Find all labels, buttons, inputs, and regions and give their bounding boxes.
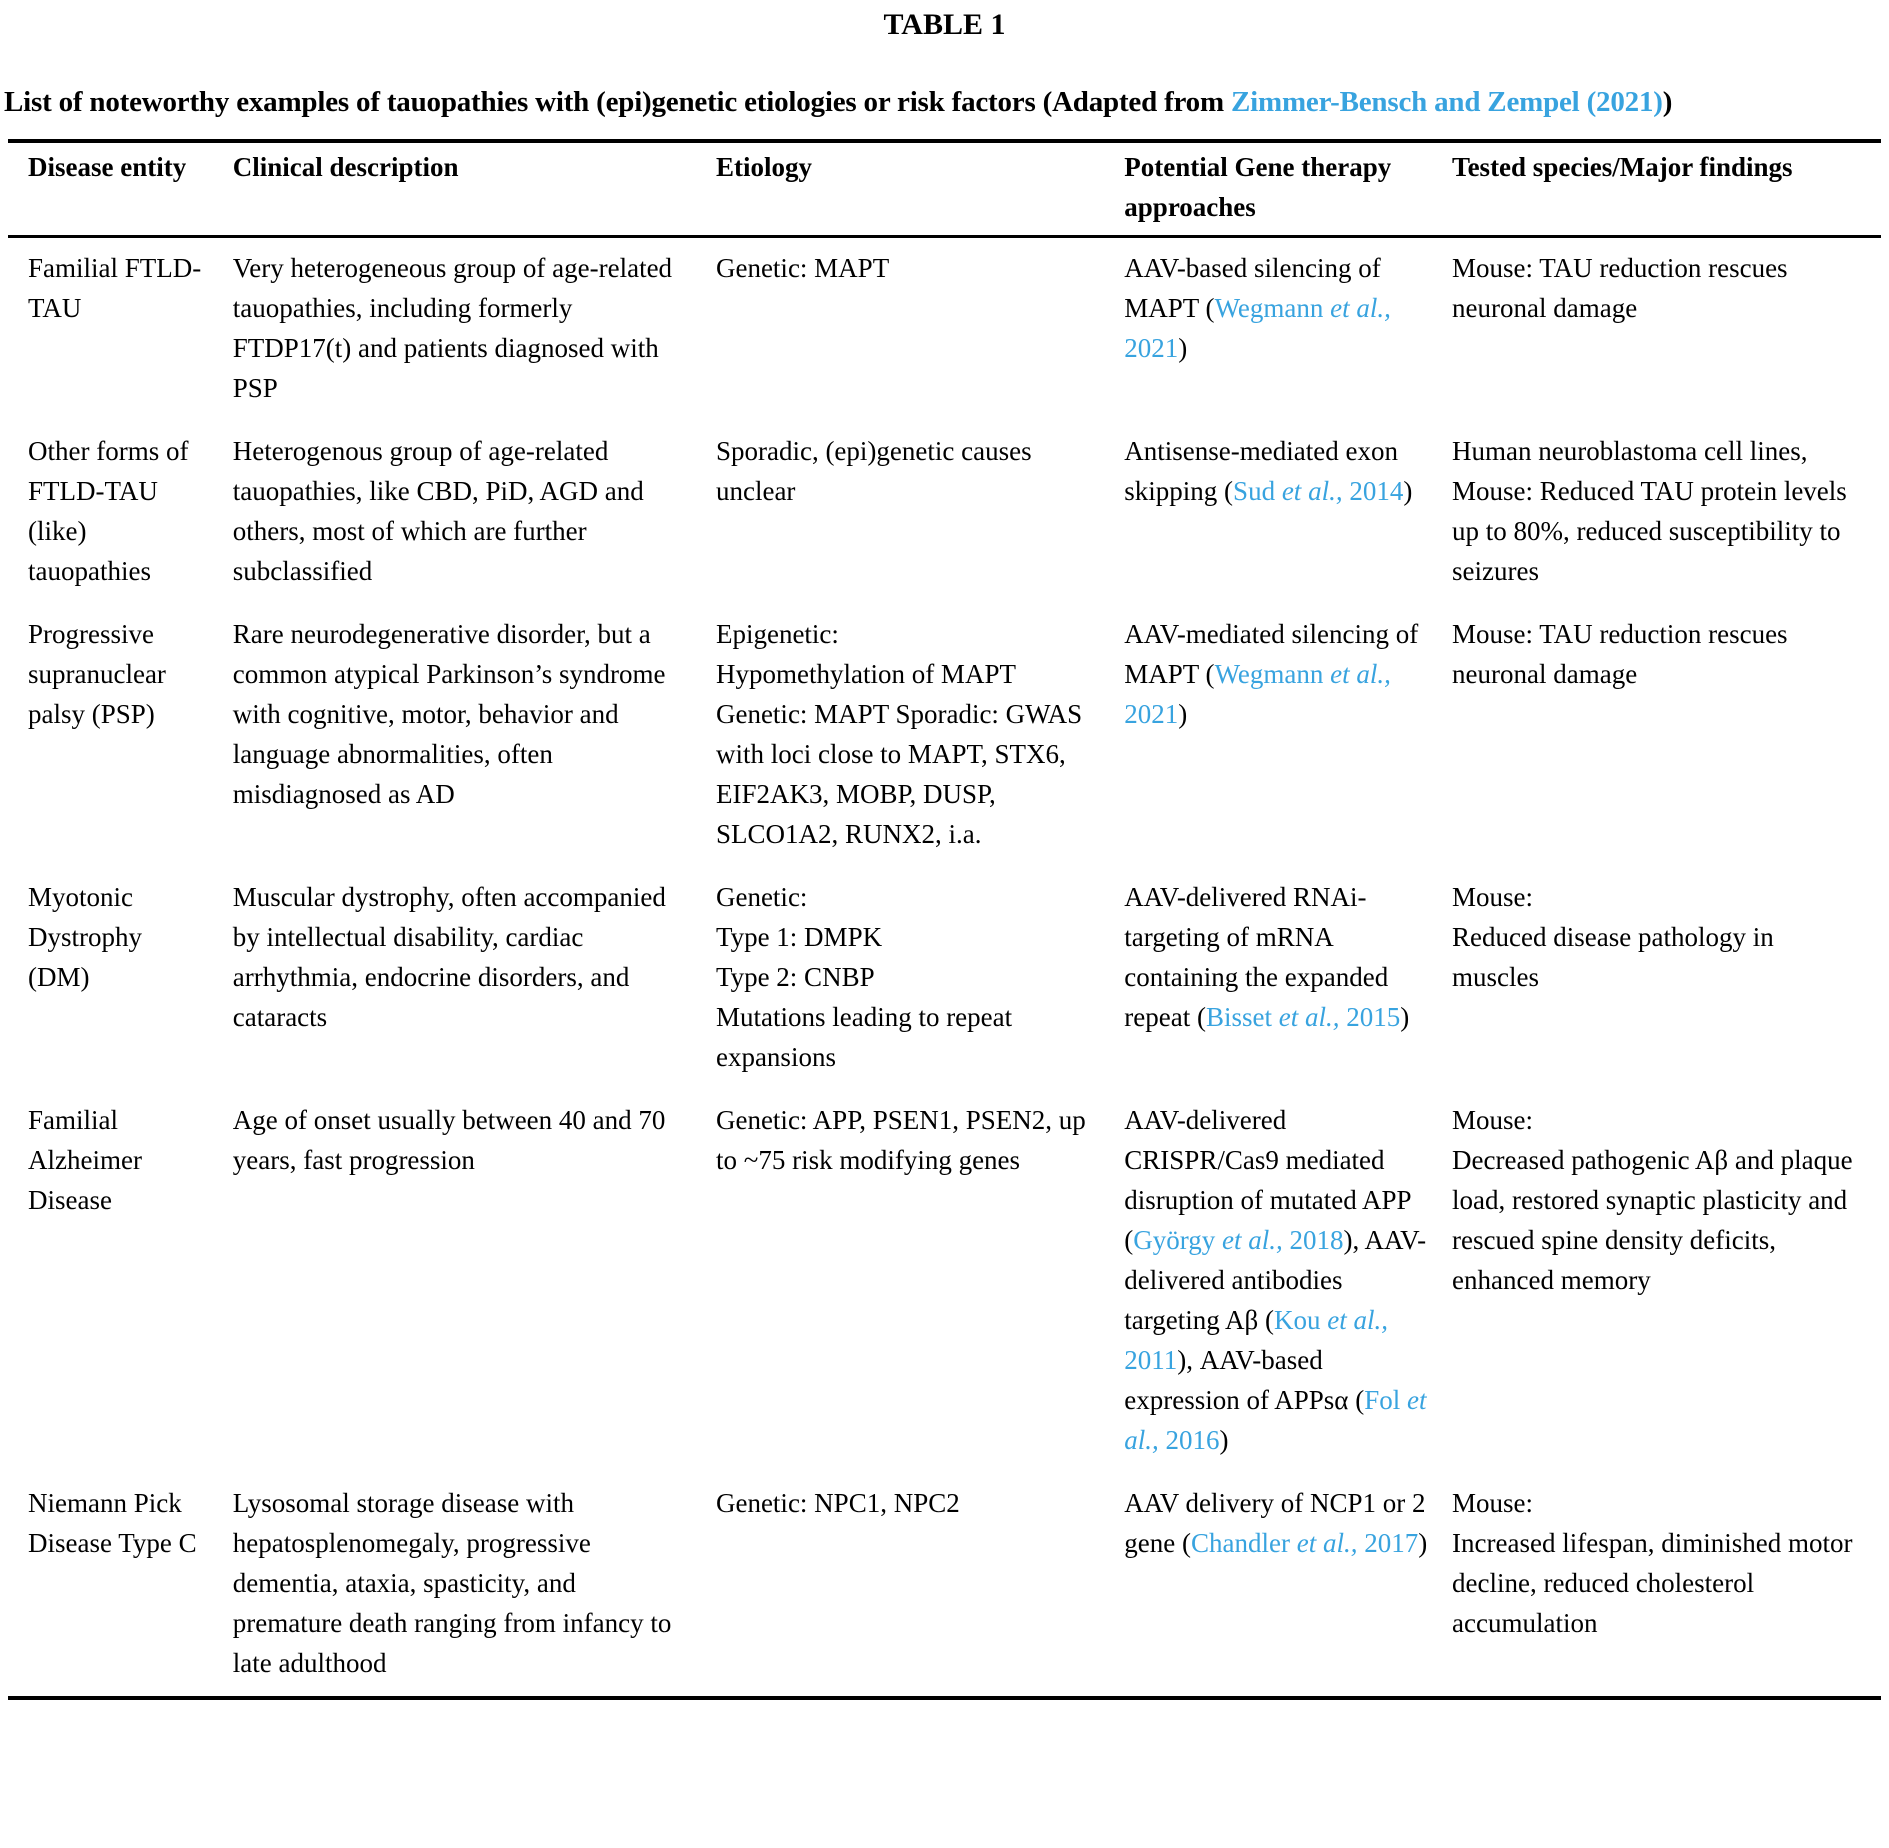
text-segment: Decreased pathogenic Aβ and plaque load, restored synaptic plasticity and rescued spine density deficits, enhanced memory xyxy=(1452,1145,1853,1295)
header-row xyxy=(8,141,1881,237)
column-header: Potential Gene therapy approaches xyxy=(1124,141,1452,237)
table-cell xyxy=(8,1090,233,1473)
text-segment: Sporadic, (epi)genetic causes unclear xyxy=(715,436,1032,506)
table-cell xyxy=(716,867,1124,1090)
text-segment: Reduced disease pathology in muscles xyxy=(1452,922,1774,992)
table-cell xyxy=(233,1090,716,1473)
table-cell xyxy=(233,237,716,422)
text-segment: Mouse: xyxy=(1452,882,1534,912)
text-segment: ) xyxy=(1219,1425,1229,1455)
text-segment: AAV-based silencing of MAPT ( xyxy=(1124,253,1381,323)
citation-link[interactable]: 2011 xyxy=(1124,1345,1178,1375)
table-cell xyxy=(716,237,1124,422)
citation-link[interactable]: Chandler xyxy=(1191,1528,1297,1558)
text-segment: List of noteworthy examples of tauopathies with (epi)genetic etiologies or risk factors (Adapted from xyxy=(4,86,1231,118)
text-segment: ), AAV-based expression of APPsα ( xyxy=(1124,1345,1365,1415)
text-segment: Hypomethylation of MAPT xyxy=(715,659,1016,689)
citation-link[interactable]: 2021 xyxy=(1124,699,1179,729)
table-cell xyxy=(716,421,1124,604)
text-segment: Other forms of FTLD-TAU (like) tauopathies xyxy=(28,436,189,586)
text-segment: ) xyxy=(1400,1002,1410,1032)
citation-link[interactable]: 2018 xyxy=(1282,1225,1344,1255)
table-cell xyxy=(8,867,233,1090)
text-segment: Mouse: TAU reduction rescues neuronal damage xyxy=(1452,253,1788,323)
text-segment: Heterogenous group of age-related tauopathies, like CBD, PiD, AGD and others, most of which are further subclassified xyxy=(232,436,644,586)
citation-link[interactable]: et al., xyxy=(1278,1002,1340,1032)
text-segment: Genetic: APP, PSEN1, PSEN2, up to ~75 risk modifying genes xyxy=(715,1105,1086,1175)
text-segment: Genetic: MAPT Sporadic: GWAS with loci close to MAPT, STX6, EIF2AK3, MOBP, DUSP, SLCO1A2, RUNX2, i.a. xyxy=(715,699,1083,849)
text-segment: Type 1: DMPK xyxy=(715,922,883,952)
citation-link[interactable]: et al., xyxy=(1330,293,1391,323)
table-title: TABLE 1 xyxy=(883,8,1006,41)
citation-link[interactable]: 2015 xyxy=(1339,1002,1401,1032)
citation-link[interactable]: 2016 xyxy=(1158,1425,1220,1455)
text-segment: Mouse: TAU reduction rescues neuronal damage xyxy=(1452,619,1788,689)
text-segment: Type 2: CNBP xyxy=(715,962,875,992)
table-cell xyxy=(1124,604,1452,867)
citation-link[interactable]: et al., xyxy=(1281,476,1343,506)
text-segment: AAV-delivered RNAi-targeting of mRNA containing the expanded repeat ( xyxy=(1124,882,1389,1032)
table-cell xyxy=(1452,1090,1881,1473)
citation-link[interactable]: Sud xyxy=(1233,476,1282,506)
text-segment: AAV delivery of NCP1 or 2 gene ( xyxy=(1124,1488,1426,1558)
column-header: Disease entity xyxy=(8,141,233,237)
text-segment: AAV-delivered CRISPR/Cas9 mediated disruption of mutated APP ( xyxy=(1124,1105,1411,1255)
text-segment: AAV-mediated silencing of MAPT ( xyxy=(1124,619,1419,689)
table-cell xyxy=(1452,421,1881,604)
table-cell xyxy=(716,1090,1124,1473)
citation-link[interactable]: Fol xyxy=(1364,1385,1407,1415)
text-segment: Human neuroblastoma cell lines, Mouse: Reduced TAU protein levels up to 80%, reduced susceptibility to seizures xyxy=(1452,436,1847,586)
table-caption xyxy=(4,86,1885,119)
citation-link[interactable]: Bisset xyxy=(1205,1002,1279,1032)
table-cell xyxy=(233,1473,716,1698)
citation-link[interactable]: et al., xyxy=(1296,1528,1358,1558)
citation-link[interactable]: Wegmann xyxy=(1214,659,1331,689)
citation-link[interactable]: Kou xyxy=(1274,1305,1328,1335)
table-cell xyxy=(1452,867,1881,1090)
table-cell xyxy=(1452,237,1881,422)
table-cell xyxy=(1124,237,1452,422)
citation-link[interactable]: Wegmann xyxy=(1214,293,1331,323)
data-table xyxy=(8,139,1881,1700)
citation-link[interactable]: et al., xyxy=(1330,659,1391,689)
text-segment: Muscular dystrophy, often accompanied by intellectual disability, cardiac arrhythmia, endocrine disorders, and cataracts xyxy=(232,882,666,1032)
text-segment: Mouse: xyxy=(1452,1105,1534,1135)
table-cell xyxy=(716,604,1124,867)
citation-link[interactable]: 2017 xyxy=(1357,1528,1419,1558)
table-cell xyxy=(1452,604,1881,867)
column-header: Etiology xyxy=(716,141,1124,237)
table-cell xyxy=(1124,421,1452,604)
table-row xyxy=(8,1090,1881,1473)
text-segment: ) xyxy=(1178,333,1188,363)
text-segment: ) xyxy=(1418,1528,1428,1558)
text-segment: Very heterogeneous group of age-related tauopathies, including formerly FTDP17(t) and patients diagnosed with PSP xyxy=(232,253,673,403)
column-header: Tested species/Major findings xyxy=(1452,141,1881,237)
text-segment: Familial Alzheimer Disease xyxy=(28,1105,142,1215)
table-cell xyxy=(716,1473,1124,1698)
text-segment: Genetic: NPC1, NPC2 xyxy=(715,1488,960,1518)
citation-link[interactable]: György xyxy=(1133,1225,1223,1255)
citation-link[interactable]: et al., xyxy=(1222,1225,1283,1255)
table-row xyxy=(8,421,1881,604)
text-segment: Myotonic Dystrophy (DM) xyxy=(28,882,142,992)
text-segment: Mutations leading to repeat expansions xyxy=(715,1002,1013,1072)
table-cell xyxy=(8,421,233,604)
table-cell xyxy=(8,604,233,867)
text-segment: ) xyxy=(1403,476,1413,506)
citation-link[interactable]: et al., xyxy=(1327,1305,1388,1335)
text-segment: Progressive supranuclear palsy (PSP) xyxy=(28,619,166,729)
citation-link[interactable]: 2014 xyxy=(1342,476,1404,506)
text-segment: Mouse: xyxy=(1452,1488,1534,1518)
table-row xyxy=(8,1473,1881,1698)
table-cell xyxy=(233,604,716,867)
text-segment: ), AAV-delivered antibodies targeting Aβ ( xyxy=(1124,1225,1427,1335)
text-segment: ) xyxy=(1662,86,1673,118)
table-cell xyxy=(1124,1473,1452,1698)
citation-link[interactable]: 2021 xyxy=(1124,333,1179,363)
table-cell xyxy=(8,1473,233,1698)
table-body xyxy=(8,237,1881,1699)
column-header: Clinical description xyxy=(233,141,716,237)
table-row xyxy=(8,604,1881,867)
text-segment: Genetic: xyxy=(715,882,808,912)
citation-link[interactable]: Zimmer-Bensch and Zempel (2021) xyxy=(1230,86,1663,118)
table-cell xyxy=(1452,1473,1881,1698)
table-cell xyxy=(1124,867,1452,1090)
text-segment: Niemann Pick Disease Type C xyxy=(28,1488,197,1558)
table-cell xyxy=(1124,1090,1452,1473)
table-cell xyxy=(233,867,716,1090)
text-segment: Lysosomal storage disease with hepatosplenomegaly, progressive dementia, ataxia, spasticity, and premature death ranging from infancy to late adulthood xyxy=(232,1488,672,1678)
text-segment: Increased lifespan, diminished motor decline, reduced cholesterol accumulation xyxy=(1452,1528,1853,1638)
table-cell xyxy=(233,421,716,604)
text-segment: ) xyxy=(1178,699,1188,729)
text-segment: Epigenetic: xyxy=(715,619,839,649)
text-segment: Antisense-mediated exon skipping ( xyxy=(1124,436,1398,506)
table-row xyxy=(8,867,1881,1090)
text-segment: Genetic: MAPT xyxy=(715,253,890,283)
text-segment: Familial FTLD-TAU xyxy=(28,253,202,323)
text-segment: Rare neurodegenerative disorder, but a common atypical Parkinson’s syndrome with cognitive, motor, behavior and language abnormalities, often misdiagnosed as AD xyxy=(232,619,666,809)
citation-link[interactable]: et al., xyxy=(1124,1385,1427,1455)
table-row xyxy=(8,237,1881,422)
text-segment: Age of onset usually between 40 and 70 years, fast progression xyxy=(232,1105,666,1175)
table-cell xyxy=(8,237,233,422)
